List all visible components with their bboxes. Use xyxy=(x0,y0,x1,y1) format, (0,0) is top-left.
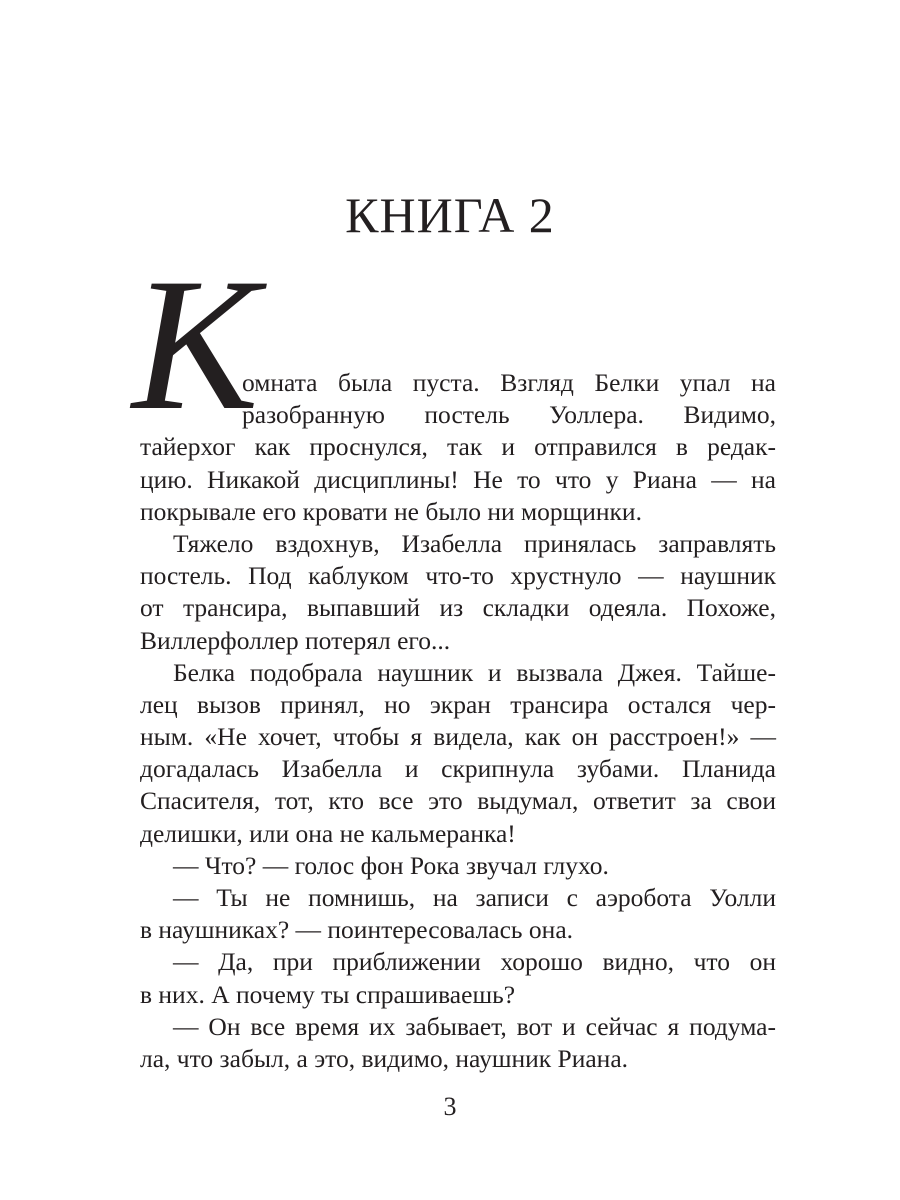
text-line: Тяжело вздохнув, Изабелла принялась заправлять xyxy=(173,528,776,558)
drop-cap: К xyxy=(132,240,259,450)
text-line: цию. Никакой дисциплины! Не то что у Риана — на xyxy=(140,464,776,494)
body-text xyxy=(140,367,776,1075)
text-line: лец вызов принял, но экран трансира остался чер- xyxy=(140,689,776,719)
text-line: постель. Под каблуком что-то хрустнуло — наушник xyxy=(140,561,776,591)
page-number: 3 xyxy=(443,1092,457,1121)
text-line: Спасителя, тот, кто все это выдумал, ответит за свои xyxy=(140,786,776,816)
text-line: ла, что забыл, а это, видимо, наушник Риана. xyxy=(140,1043,629,1073)
text-line: делишки, или она не кальмеранка! xyxy=(140,818,516,848)
text-line: — Он все время их забывает, вот и сейчас я подума- xyxy=(173,1011,776,1041)
text-line: Виллерфоллер потерял его... xyxy=(140,625,451,655)
text-line: догадалась Изабелла и скрипнула зубами. Планида xyxy=(140,754,776,784)
text-line: — Что? — голос фон Рока звучал глухо. xyxy=(173,850,609,880)
text-line: — Да, при приближении хорошо видно, что он xyxy=(173,947,776,977)
text-line: разобранную постель Уоллера. Видимо, xyxy=(242,400,776,430)
chapter-title: КНИГА 2 xyxy=(345,187,555,243)
text-line: тайерхог как проснулся, так и отправился в редак- xyxy=(140,432,776,462)
text-line: — Ты не помнишь, на записи с аэробота Уолли xyxy=(173,883,776,912)
text-line: ным. «Не хочет, чтобы я видела, как он расстроен!» — xyxy=(140,722,776,752)
text-line: покрывале его кровати не было ни морщинки. xyxy=(140,496,642,526)
text-line: омната была пуста. Взгляд Белки упал на xyxy=(242,368,776,397)
text-line: в наушниках? — поинтересовалась она. xyxy=(140,915,574,945)
text-line: Белка подобрала наушник и вызвала Джея. Тайше- xyxy=(173,657,776,687)
text-line: в них. А почему ты спрашиваешь? xyxy=(140,979,516,1009)
text-line: от трансира, выпавший из складки одеяла. Похоже, xyxy=(140,593,776,623)
